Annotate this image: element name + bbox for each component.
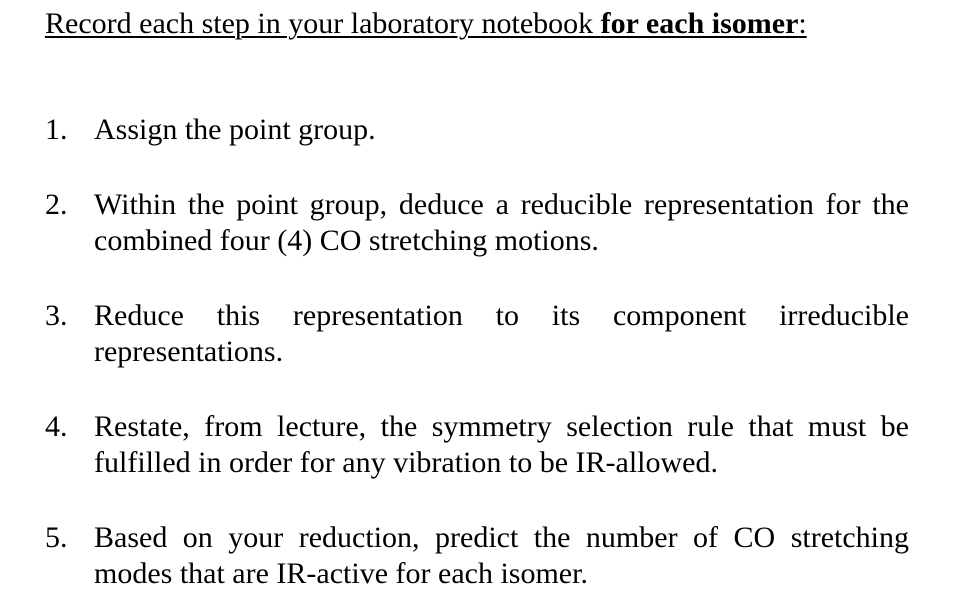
step-item-2 xyxy=(45,187,909,259)
heading-emphasis: for each isomer xyxy=(600,7,799,40)
step-item-5 xyxy=(45,520,909,592)
steps-list xyxy=(45,112,909,592)
step-text: Assign the point group. xyxy=(94,113,376,146)
step-text: Within the point group, deduce a reducible representation for the combined four (4) CO stretching motions. xyxy=(94,188,909,257)
heading-prefix: Record each step in your laboratory notebook xyxy=(45,7,601,40)
step-text: Restate, from lecture, the symmetry selection rule that must be fulfilled in order for any vibration to be IR-allowed. xyxy=(94,410,909,479)
step-number: 5. xyxy=(45,521,68,554)
step-number: 2. xyxy=(45,188,68,221)
step-item-4 xyxy=(45,409,909,481)
step-item-1 xyxy=(45,112,909,148)
instructions-heading xyxy=(45,6,807,42)
step-number: 3. xyxy=(45,299,68,332)
step-item-3 xyxy=(45,298,909,370)
step-text: Reduce this representation to its component irreducible representations. xyxy=(94,299,909,368)
step-text: Based on your reduction, predict the number of CO stretching modes that are IR-active for each isomer. xyxy=(94,521,909,590)
step-number: 4. xyxy=(45,410,68,443)
heading-suffix: : xyxy=(798,7,807,40)
step-number: 1. xyxy=(45,113,68,146)
